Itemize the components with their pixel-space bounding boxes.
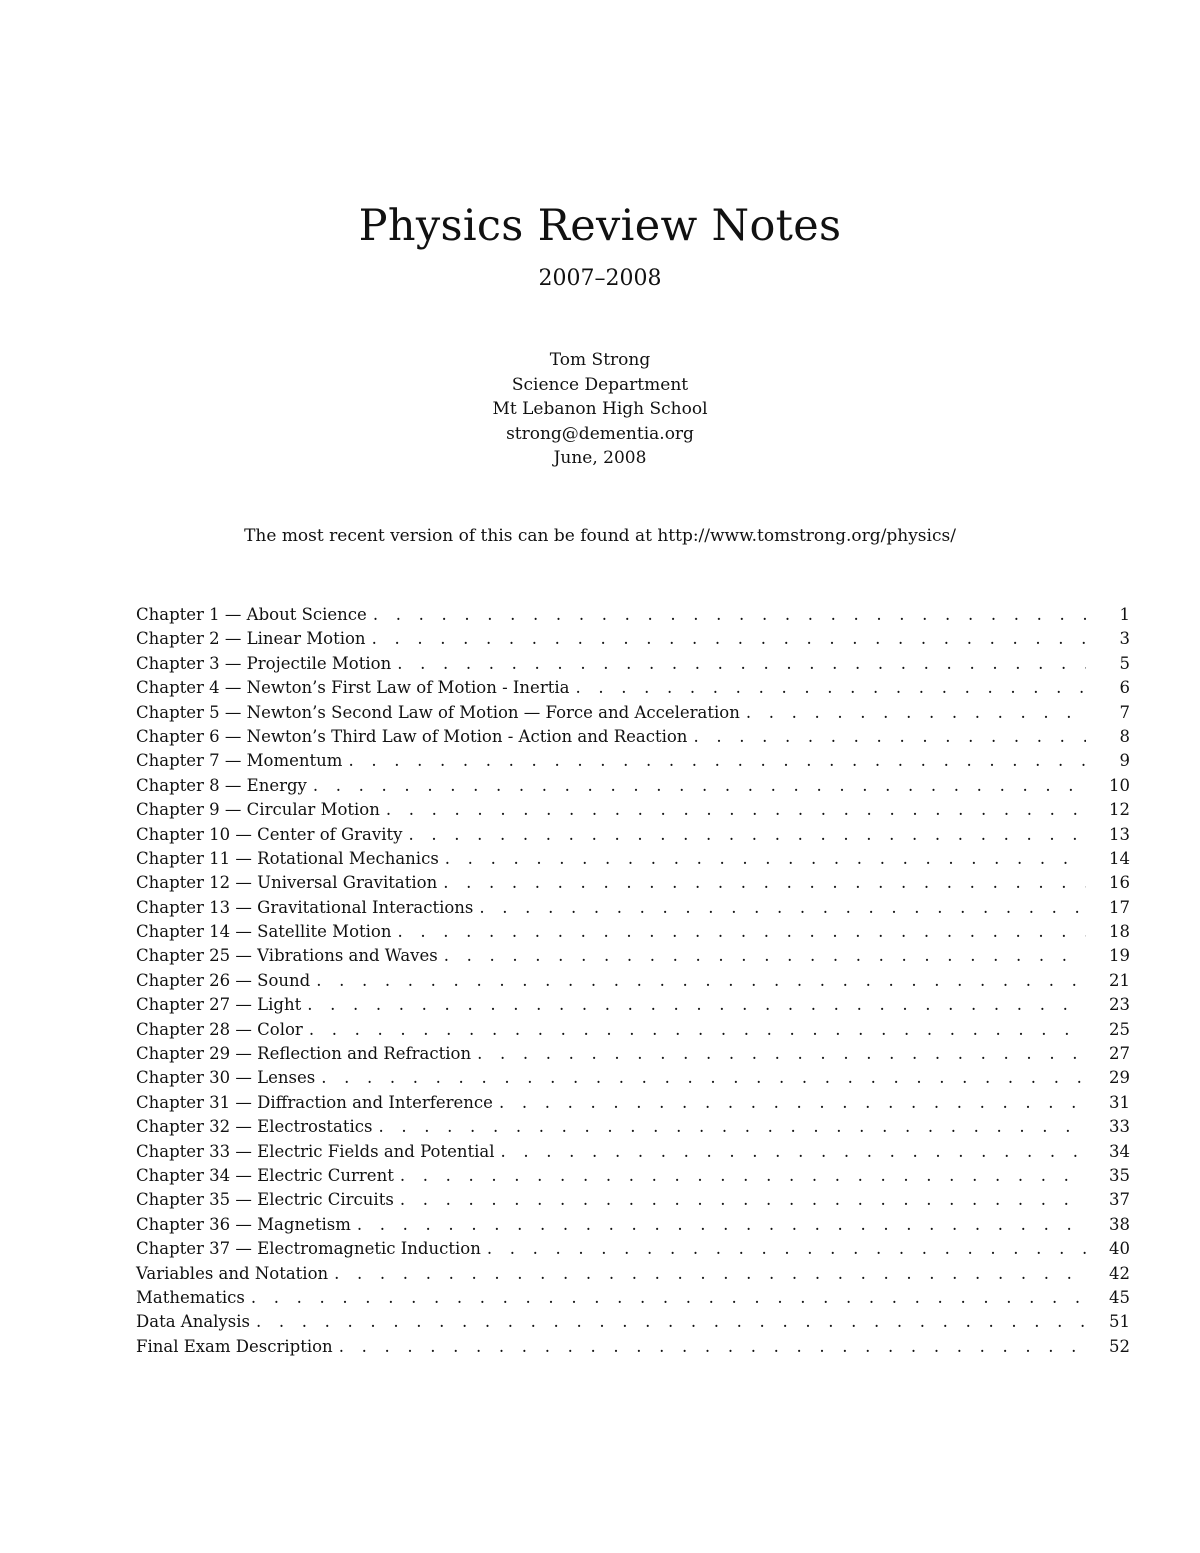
author-name: Tom Strong [549, 350, 651, 370]
toc-entry-label: Chapter 26 — Sound [136, 970, 311, 990]
toc-entry-label: Chapter 8 — Energy [136, 775, 307, 795]
toc-entry [136, 725, 1130, 749]
toc-entry-page: 7 [1119, 702, 1130, 722]
toc-entry-label: Chapter 6 — Newton’s Third Law of Motion - Action and Reaction [136, 726, 688, 746]
toc-dot-leader [397, 920, 1086, 944]
document-date: June, 2008 [553, 448, 647, 468]
toc-entry-page: 40 [1109, 1239, 1130, 1259]
author-department: Science Department [511, 374, 689, 395]
toc-entry-label: Chapter 2 — Linear Motion [136, 629, 366, 649]
toc-dot-leader [339, 1335, 1086, 1359]
toc-entry-page: 12 [1109, 800, 1130, 820]
document-year: 2007–2008 [538, 266, 662, 291]
toc-entry [136, 1262, 1130, 1286]
toc-entry [136, 798, 1130, 822]
toc-entry-label: Data Analysis [136, 1312, 250, 1332]
toc-dot-leader [443, 871, 1086, 895]
toc-entry [136, 847, 1130, 871]
toc-entry-page: 10 [1109, 775, 1130, 795]
toc-entry-page: 52 [1109, 1336, 1130, 1356]
toc-entry-label: Chapter 7 — Momentum [136, 751, 343, 771]
toc-dot-leader [313, 774, 1086, 798]
toc-entry [136, 993, 1130, 1017]
toc-entry-label: Chapter 37 — Electromagnetic Induction [136, 1239, 481, 1259]
toc-dot-leader [400, 1188, 1086, 1212]
toc-entry-label: Chapter 27 — Light [136, 995, 302, 1015]
toc-entry-page: 17 [1109, 897, 1130, 917]
toc-dot-leader [373, 603, 1086, 627]
toc-entry-label: Chapter 35 — Electric Circuits [136, 1190, 394, 1210]
toc-entry [136, 749, 1130, 773]
toc-entry-label: Chapter 10 — Center of Gravity [136, 824, 403, 844]
toc-dot-leader [479, 896, 1086, 920]
toc-entry [136, 1164, 1130, 1188]
toc-entry-label: Chapter 11 — Rotational Mechanics [136, 848, 439, 868]
toc-entry-page: 31 [1109, 1092, 1130, 1112]
toc-entry-page: 6 [1119, 678, 1130, 698]
toc-entry-page: 25 [1109, 1019, 1130, 1039]
toc-entry-page: 8 [1119, 726, 1130, 746]
toc-entry [136, 1066, 1130, 1090]
toc-entry-label: Chapter 32 — Electrostatics [136, 1117, 373, 1137]
toc-entry [136, 1310, 1130, 1334]
toc-entry [136, 1237, 1130, 1261]
toc-dot-leader [693, 725, 1086, 749]
toc-entry-page: 42 [1109, 1263, 1130, 1283]
toc-entry-page: 45 [1109, 1287, 1130, 1307]
toc-entry-page: 38 [1109, 1214, 1130, 1234]
toc-entry [136, 652, 1130, 676]
toc-dot-leader [477, 1042, 1086, 1066]
toc-entry-page: 27 [1109, 1044, 1130, 1064]
recent-version-note: The most recent version of this can be found at http://www.tomstrong.org/physics/ [244, 526, 956, 546]
toc-entry [136, 944, 1130, 968]
toc-entry [136, 1286, 1130, 1310]
toc-entry [136, 627, 1130, 651]
toc-entry-label: Chapter 12 — Universal Gravitation [136, 873, 438, 893]
toc-entry-page: 18 [1109, 922, 1130, 942]
toc-dot-leader [400, 1164, 1086, 1188]
toc-entry-page: 34 [1109, 1141, 1130, 1161]
toc-dot-leader [334, 1262, 1086, 1286]
table-of-contents [136, 603, 1130, 1359]
toc-entry-label: Variables and Notation [136, 1263, 329, 1283]
toc-entry-page: 51 [1109, 1312, 1130, 1332]
toc-entry [136, 920, 1130, 944]
toc-dot-leader [251, 1286, 1086, 1310]
toc-entry [136, 896, 1130, 920]
toc-dot-leader [357, 1213, 1086, 1237]
toc-dot-leader [316, 969, 1086, 993]
toc-entry [136, 1042, 1130, 1066]
toc-dot-leader [575, 676, 1086, 700]
toc-entry [136, 1091, 1130, 1115]
toc-entry [136, 774, 1130, 798]
author-block [0, 348, 1200, 471]
toc-dot-leader [445, 847, 1086, 871]
toc-dot-leader [348, 749, 1086, 773]
toc-entry-label: Chapter 30 — Lenses [136, 1068, 316, 1088]
toc-dot-leader [372, 627, 1086, 651]
toc-entry-label: Chapter 9 — Circular Motion [136, 800, 380, 820]
toc-entry-label: Chapter 28 — Color [136, 1019, 303, 1039]
toc-dot-leader [499, 1091, 1086, 1115]
toc-entry-page: 29 [1109, 1068, 1130, 1088]
author-email: strong@dementia.org [506, 423, 694, 444]
toc-entry-page: 16 [1109, 873, 1130, 893]
toc-entry [136, 823, 1130, 847]
toc-entry-label: Chapter 13 — Gravitational Interactions [136, 897, 474, 917]
toc-entry-label: Mathematics [136, 1287, 245, 1307]
toc-entry [136, 1213, 1130, 1237]
toc-entry-page: 23 [1109, 995, 1130, 1015]
toc-entry-page: 3 [1119, 629, 1130, 649]
toc-entry-label: Chapter 31 — Diffraction and Interference [136, 1092, 493, 1112]
toc-dot-leader [307, 993, 1086, 1017]
toc-entry [136, 871, 1130, 895]
toc-entry-label: Chapter 4 — Newton’s First Law of Motion - Inertia [136, 678, 570, 698]
toc-dot-leader [309, 1018, 1086, 1042]
toc-entry-label: Chapter 14 — Satellite Motion [136, 922, 392, 942]
toc-entry-label: Chapter 33 — Electric Fields and Potential [136, 1141, 495, 1161]
toc-dot-leader [487, 1237, 1086, 1261]
toc-entry-page: 21 [1109, 970, 1130, 990]
toc-dot-leader [501, 1140, 1087, 1164]
toc-dot-leader [379, 1115, 1087, 1139]
toc-dot-leader [256, 1310, 1086, 1334]
toc-entry-page: 37 [1109, 1190, 1130, 1210]
toc-entry [136, 1335, 1130, 1359]
toc-entry-label: Chapter 36 — Magnetism [136, 1214, 351, 1234]
toc-entry [136, 1018, 1130, 1042]
toc-entry [136, 603, 1130, 627]
toc-entry-label: Chapter 29 — Reflection and Refraction [136, 1044, 472, 1064]
toc-entry [136, 1188, 1130, 1212]
toc-dot-leader [444, 944, 1086, 968]
toc-entry [136, 1140, 1130, 1164]
toc-entry [136, 701, 1130, 725]
toc-entry-page: 14 [1109, 848, 1130, 868]
toc-entry-page: 5 [1119, 653, 1130, 673]
toc-entry-label: Final Exam Description [136, 1336, 333, 1356]
document-title: Physics Review Notes [358, 201, 842, 251]
toc-dot-leader [386, 798, 1086, 822]
toc-entry-page: 19 [1109, 946, 1130, 966]
author-school: Mt Lebanon High School [492, 399, 708, 419]
toc-dot-leader [408, 823, 1086, 847]
toc-dot-leader [321, 1066, 1086, 1090]
toc-entry-label: Chapter 34 — Electric Current [136, 1165, 394, 1185]
toc-entry-label: Chapter 25 — Vibrations and Waves [136, 946, 438, 966]
toc-entry-page: 35 [1109, 1165, 1130, 1185]
toc-entry-page: 1 [1119, 605, 1130, 624]
toc-entry-page: 33 [1109, 1117, 1130, 1137]
toc-entry [136, 1115, 1130, 1139]
toc-entry-label: Chapter 3 — Projectile Motion [136, 653, 392, 673]
toc-dot-leader [746, 701, 1086, 725]
toc-entry-page: 9 [1119, 751, 1130, 771]
toc-entry [136, 969, 1130, 993]
toc-entry-label: Chapter 5 — Newton’s Second Law of Motion — Force and Acceleration [136, 702, 740, 722]
toc-entry-page: 13 [1109, 824, 1130, 844]
toc-entry-label: Chapter 1 — About Science [136, 605, 367, 624]
toc-dot-leader [397, 652, 1086, 676]
toc-entry [136, 676, 1130, 700]
